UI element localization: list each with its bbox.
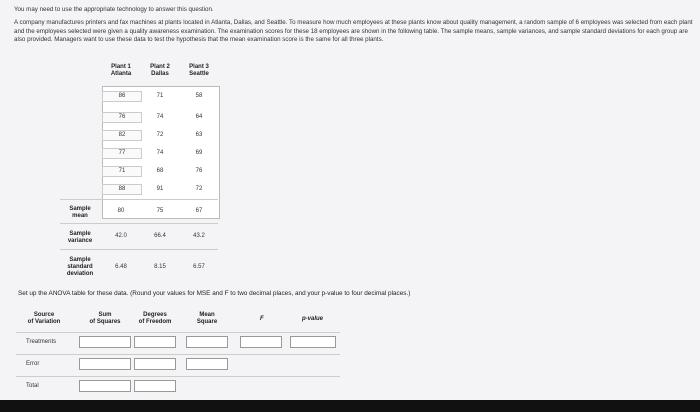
- header-plant-3-line2: Seattle: [189, 71, 209, 77]
- sample-sd-value: 6.48: [115, 264, 127, 270]
- header-f: F: [260, 316, 264, 322]
- header-source-line2: of Variation: [27, 319, 61, 325]
- header-df-line1: Degrees: [143, 312, 167, 318]
- technology-hint: You may need to use the appropriate technology to answer this question.: [14, 6, 214, 13]
- header-p-value: p-value: [302, 316, 324, 322]
- sample-sd-value: 8.15: [154, 264, 166, 270]
- total-df-input[interactable]: [134, 380, 176, 392]
- treatments-ms-input[interactable]: [186, 336, 228, 348]
- sample-variance-label-line2: variance: [67, 238, 93, 244]
- score-cell: 76: [102, 112, 142, 123]
- sample-sd-value: 6.57: [193, 264, 205, 270]
- error-ss-input[interactable]: [79, 358, 131, 370]
- header-plant-2-line1: Plant 2: [150, 64, 170, 70]
- sample-mean-label-line2: mean: [72, 213, 88, 219]
- header-plant-2-line2: Dallas: [151, 71, 169, 77]
- treatments-ss-input[interactable]: [79, 336, 131, 348]
- header-ms-line2: Square: [196, 319, 218, 325]
- anova-instruction: Set up the ANOVA table for these data. (Round your values for MSE and F to two decimal places, and your p-value to four decimal places.): [18, 290, 411, 297]
- sample-sd-label-line1: Sample: [69, 257, 91, 263]
- score-cell: 91: [156, 186, 164, 192]
- treatments-p-value-input[interactable]: [290, 336, 336, 348]
- score-cell: 74: [156, 114, 164, 120]
- header-plant-1: [102, 64, 140, 78]
- score-cell: 82: [102, 130, 142, 141]
- anova-row-error: [16, 354, 340, 373]
- bottom-bar: [0, 400, 700, 412]
- error-df-input[interactable]: [134, 358, 176, 370]
- score-cell: 77: [102, 148, 142, 159]
- question-intro: [14, 6, 694, 45]
- score-cell: 63: [195, 132, 203, 138]
- total-label: Total: [26, 383, 39, 389]
- header-plant-1-line1: Plant 1: [111, 64, 131, 70]
- header-degrees-of-freedom: [130, 312, 180, 326]
- header-mean-square: [182, 312, 232, 326]
- header-ss-line2: of Squares: [89, 319, 121, 325]
- treatments-label: Treatments: [26, 339, 57, 345]
- sample-mean-label: [60, 206, 100, 220]
- sample-sd-label: [60, 257, 100, 278]
- sample-mean-label-line1: Sample: [69, 206, 91, 212]
- score-cell: 88: [102, 184, 142, 195]
- score-cell: 64: [195, 114, 203, 120]
- header-plant-3-line1: Plant 3: [189, 64, 209, 70]
- sample-mean-value: 80: [117, 208, 125, 214]
- header-df-line2: of Freedom: [138, 319, 172, 325]
- total-ss-input[interactable]: [79, 380, 131, 392]
- score-cell: 74: [156, 150, 164, 156]
- row-divider: [60, 249, 218, 250]
- score-cell: 71: [156, 93, 164, 99]
- score-cell: 76: [195, 168, 203, 174]
- header-sum-of-squares: [76, 312, 134, 326]
- sample-mean-value: 75: [156, 208, 164, 214]
- header-source-line1: Source: [33, 312, 55, 318]
- score-cell: 69: [195, 150, 203, 156]
- plant-scores-table: [60, 64, 218, 282]
- header-ss-line1: Sum: [98, 312, 112, 318]
- problem-statement: A company manufactures printers and fax machines at plants located in Atlanta, Dallas, and Seattle. To measure how much employees at these plants know about quality management, a random sample of 6 employees was selected from each plant and the employees selected were given a quality awareness examination. The examination scores for these 18 employees are shown in the following table. The sample means, sample variances, and sample standard deviations for each group are also provided. Managers want to use these data to test the hypothesis that the mean examination score is the same for all three plants.: [14, 19, 693, 44]
- score-cell: 71: [102, 166, 142, 177]
- score-cell: 86: [102, 91, 142, 102]
- treatments-df-input[interactable]: [134, 336, 176, 348]
- score-cell: 58: [195, 93, 203, 99]
- row-divider: [60, 199, 218, 200]
- sample-sd-label-line2: standard: [67, 264, 93, 270]
- error-ms-input[interactable]: [186, 358, 228, 370]
- sample-variance-label-line1: Sample: [69, 231, 91, 237]
- error-label: Error: [26, 361, 40, 367]
- score-cell: 72: [195, 186, 203, 192]
- sample-variance-value: 43.2: [193, 233, 205, 239]
- row-divider: [60, 223, 218, 224]
- header-plant-2: [141, 64, 179, 78]
- treatments-f-input[interactable]: [240, 336, 282, 348]
- sample-sd-label-line3: deviation: [66, 271, 94, 277]
- sample-variance-label: [60, 231, 100, 245]
- sample-variance-value: 42.0: [115, 233, 127, 239]
- header-plant-3: [180, 64, 218, 78]
- sample-variance-value: 66.4: [154, 233, 166, 239]
- header-source: [16, 312, 72, 326]
- sample-mean-value: 67: [195, 208, 203, 214]
- header-plant-1-line2: Atlanta: [110, 71, 132, 77]
- anova-table: [16, 308, 340, 394]
- anova-row-total: [16, 376, 340, 395]
- anova-row-treatments: [16, 332, 340, 351]
- score-cell: 68: [156, 168, 164, 174]
- header-ms-line1: Mean: [199, 312, 215, 318]
- score-cell: 72: [156, 132, 164, 138]
